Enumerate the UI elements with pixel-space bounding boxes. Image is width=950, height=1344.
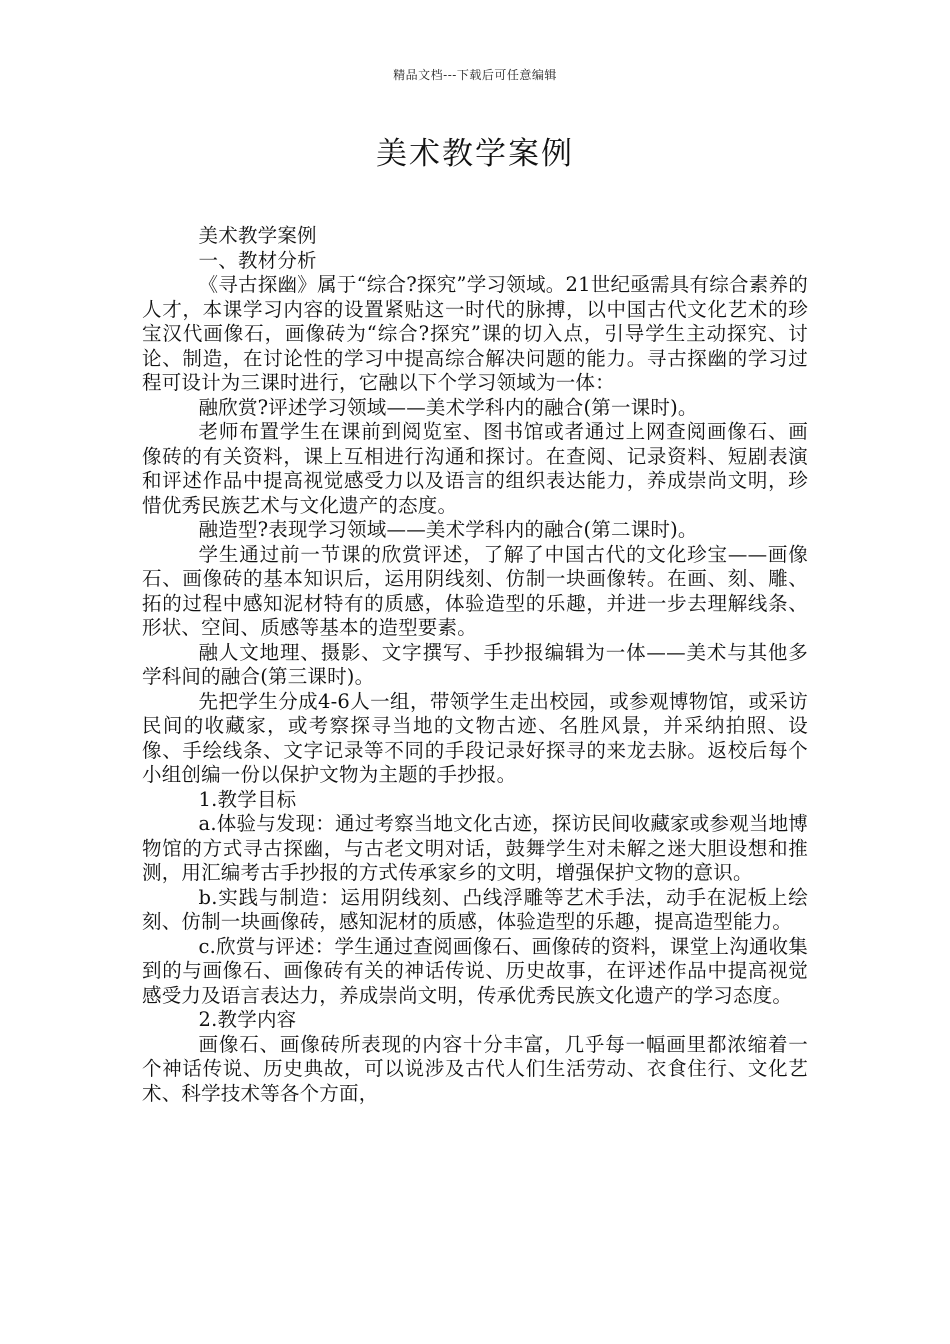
paragraph: 1.教学目标 bbox=[198, 787, 297, 811]
document-body bbox=[142, 224, 808, 1106]
paragraph: 先把学生分成4-6人一组，带领学生走出校园，或参观博物馆，或采访民间的收藏家，或考察探寻当地的文物古迹、名胜风景，并采纳拍照、设像、手绘线条、文字记录等不同的手段记录好探寻的来龙去脉。返校后每个小组创编一份以保护文物为主题的手抄报。 bbox=[142, 689, 808, 786]
paragraph: 《寻古探幽》属于“综合?探究”学习领域。21世纪亟需具有综合素养的人才，本课学习内容的设置紧贴这一时代的脉搏，以中国古代文化艺术的珍宝汉代画像石，画像砖为“综合?探究”课的切入点，引导学生主动探究、讨论、制造，在讨论性的学习中提高综合解决问题的能力。寻古探幽的学习过程可设计为三课时进行，它融以下个学习领域为一体： bbox=[142, 273, 808, 394]
paragraph: 美术教学案例 bbox=[198, 224, 317, 247]
paragraph: 融欣赏?评述学习领域——美术学科内的融合(第一课时)。 bbox=[198, 395, 698, 419]
paragraph: 一、教材分析 bbox=[198, 248, 317, 272]
page-header: 精品文档---下载后可任意编辑 bbox=[393, 68, 557, 82]
paragraph: 融人文地理、摄影、文字撰写、手抄报编辑为一体——美术与其他多学科间的融合(第三课时)。 bbox=[142, 640, 808, 688]
paragraph: 学生通过前一节课的欣赏评述，了解了中国古代的文化珍宝——画像石、画像砖的基本知识后，运用阴线刻、仿制一块画像转。在画、刻、雕、拓的过程中感知泥材特有的质感，体验造型的乐趣，并进一步去理解线条、形状、空间、质感等基本的造型要素。 bbox=[142, 542, 808, 639]
paragraph: 老师布置学生在课前到阅览室、图书馆或者通过上网查阅画像石、画像砖的有关资料，课上互相进行沟通和探讨。在查阅、记录资料、短剧表演和评述作品中提高视觉感受力以及语言的组织表达能力，养成崇尚文明，珍惜优秀民族艺术与文化遗产的态度。 bbox=[142, 420, 808, 517]
paragraph: a.体验与发现：通过考察当地文化古迹，探访民间收藏家或参观当地博物馆的方式寻古探幽，与古老文明对话，鼓舞学生对未解之迷大胆设想和推测，用汇编考古手抄报的方式传承家乡的文明，增强保护文物的意识。 bbox=[142, 812, 808, 884]
document-title: 美术教学案例 bbox=[376, 136, 574, 172]
paragraph: 画像石、画像砖所表现的内容十分丰富，几乎每一幅画里都浓缩着一个神话传说、历史典故，可以说涉及古代人们生活劳动、衣食住行、文化艺术、科学技术等各个方面， bbox=[142, 1032, 808, 1105]
paragraph: c.欣赏与评述：学生通过查阅画像石、画像砖的资料，课堂上沟通收集到的与画像石、画像砖有关的神话传说、历史故事，在评述作品中提高视觉感受力及语言表达力，养成崇尚文明，传承优秀民族文化遗产的学习态度。 bbox=[142, 934, 808, 1007]
paragraph: b.实践与制造：运用阴线刻、凸线浮雕等艺术手法，动手在泥板上绘刻、仿制一块画像砖，感知泥材的质感，体验造型的乐趣，提高造型能力。 bbox=[142, 885, 808, 933]
paragraph: 2.教学内容 bbox=[198, 1008, 297, 1031]
paragraph: 融造型?表现学习领域——美术学科内的融合(第二课时)。 bbox=[198, 518, 698, 541]
